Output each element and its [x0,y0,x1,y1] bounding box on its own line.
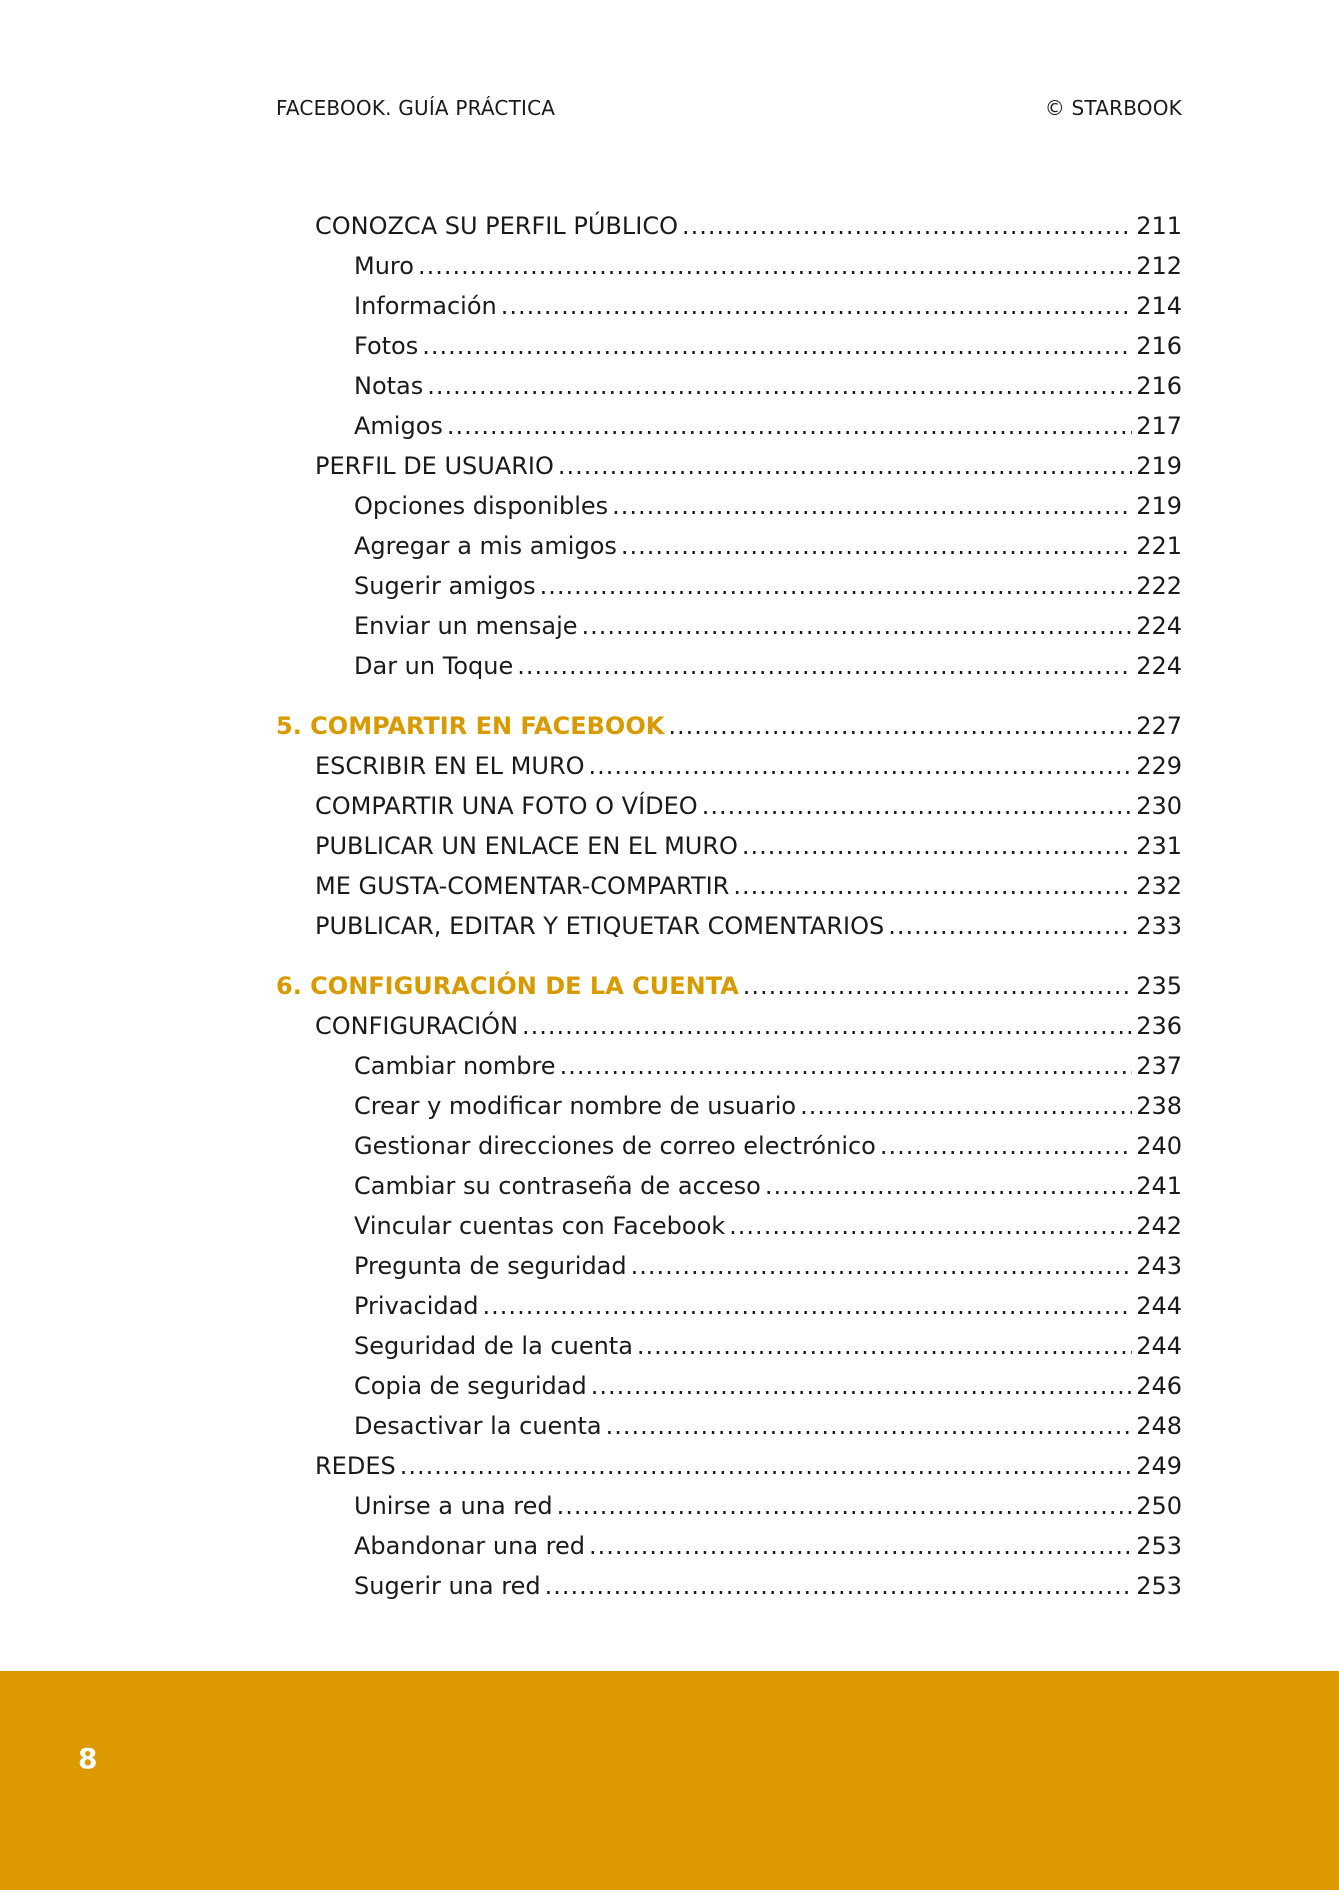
toc-entry-title: Dar un Toque [354,652,514,680]
toc-entry-title: Gestionar direcciones de correo electrónico [354,1132,876,1160]
toc-chapter [276,706,1182,746]
toc-entry [276,526,1182,566]
dot-leader [702,786,1133,826]
publisher: © STARBOOK [1044,96,1182,120]
dot-leader [742,826,1132,866]
toc-entry [276,1326,1182,1366]
dot-leader [582,606,1133,646]
toc-entry-page: 219 [1136,492,1182,520]
toc-entry-title: Desactivar la cuenta [354,1412,602,1440]
toc-entry-page: 244 [1136,1332,1182,1360]
dot-leader [765,1166,1132,1206]
dot-leader [880,1126,1132,1166]
toc-entry [276,1406,1182,1446]
toc-entry-title: Copia de seguridad [354,1372,587,1400]
toc-entry [276,1206,1182,1246]
toc-entry-title: Seguridad de la cuenta [354,1332,633,1360]
toc-entry-title: CONOZCA SU PERFIL PÚBLICO [315,212,678,240]
dot-leader [729,1206,1132,1246]
toc-entry-title: Crear y modificar nombre de usuario [354,1092,797,1120]
dot-leader [888,906,1132,946]
toc-entry-title: Sugerir amigos [354,572,536,600]
toc-entry [276,1486,1182,1526]
dot-leader [557,1486,1133,1526]
toc-entry-page: 250 [1136,1492,1182,1520]
dot-leader [612,486,1132,526]
toc-entry-title: PERFIL DE USUARIO [315,452,554,480]
toc-entry [276,1566,1182,1606]
toc-entry-page: 237 [1136,1052,1182,1080]
toc-entry-title: Pregunta de seguridad [354,1252,627,1280]
toc-entry-page: 230 [1136,792,1182,820]
toc-entry-page: 227 [1136,712,1182,740]
dot-leader [400,1446,1132,1486]
toc-entry [276,746,1182,786]
toc-entry-page: 241 [1136,1172,1182,1200]
dot-leader [545,1566,1133,1606]
toc-entry [276,1006,1182,1046]
toc-entry-page: 214 [1136,292,1182,320]
toc-entry [276,1046,1182,1086]
toc-entry [276,486,1182,526]
toc-entry-page: 238 [1136,1092,1182,1120]
toc-entry-title: Enviar un mensaje [354,612,578,640]
book-title: FACEBOOK. GUÍA PRÁCTICA [276,96,556,120]
toc-entry-title: Opciones disponibles [354,492,609,520]
dot-leader [631,1246,1133,1286]
toc-entry [276,786,1182,826]
dot-leader [447,406,1132,446]
dot-leader [589,1526,1132,1566]
dot-leader [591,1366,1132,1406]
toc-entry-page: 244 [1136,1292,1182,1320]
dot-leader [501,286,1132,326]
toc-entry [276,1086,1182,1126]
toc-entry-page: 216 [1136,332,1182,360]
dot-leader [560,1046,1133,1086]
toc-entry [276,1446,1182,1486]
dot-leader [427,366,1132,406]
toc-entry-page: 253 [1136,1572,1182,1600]
toc-entry-page: 222 [1136,572,1182,600]
table-of-contents [276,206,1182,1606]
toc-entry-page: 216 [1136,372,1182,400]
dot-leader [743,966,1132,1006]
toc-entry-title: Abandonar una red [354,1532,585,1560]
toc-entry-title: Información [354,292,497,320]
dot-leader [733,866,1132,906]
toc-entry [276,646,1182,686]
toc-entry-title: Privacidad [354,1292,479,1320]
toc-entry-title: Unirse a una red [354,1492,553,1520]
toc-entry-title: Fotos [354,332,419,360]
toc-entry [276,1166,1182,1206]
toc-entry-title: CONFIGURACIÓN [315,1012,519,1040]
toc-entry-title: 5. COMPARTIR EN FACEBOOK [276,712,665,740]
dot-leader [621,526,1132,566]
dot-leader [517,646,1132,686]
dot-leader [589,746,1133,786]
toc-entry-page: 221 [1136,532,1182,560]
toc-entry-page: 249 [1136,1452,1182,1480]
toc-entry-title: PUBLICAR, EDITAR Y ETIQUETAR COMENTARIOS [315,912,885,940]
toc-entry [276,326,1182,366]
dot-leader [682,206,1132,246]
dot-leader [540,566,1133,606]
toc-entry-title: Notas [354,372,424,400]
running-header [276,96,1182,120]
toc-entry-title: REDES [315,1452,396,1480]
toc-entry-title: Amigos [354,412,443,440]
toc-entry-title: PUBLICAR UN ENLACE EN EL MURO [315,832,738,860]
dot-leader [668,706,1132,746]
toc-entry-page: 242 [1136,1212,1182,1240]
page-number: 8 [78,1742,98,1775]
toc-entry-title: Cambiar nombre [354,1052,556,1080]
toc-entry-page: 224 [1136,612,1182,640]
dot-leader [522,1006,1132,1046]
toc-chapter [276,966,1182,1006]
toc-entry-page: 248 [1136,1412,1182,1440]
toc-entry-page: 219 [1136,452,1182,480]
toc-entry-page: 211 [1136,212,1182,240]
toc-entry-title: ESCRIBIR EN EL MURO [315,752,585,780]
toc-entry-page: 243 [1136,1252,1182,1280]
toc-entry-title: Muro [354,252,414,280]
toc-entry [276,406,1182,446]
toc-entry-page: 217 [1136,412,1182,440]
toc-entry-page: 231 [1136,832,1182,860]
toc-entry-title: ME GUSTA-COMENTAR-COMPARTIR [315,872,730,900]
dot-leader [606,1406,1133,1446]
dot-leader [800,1086,1132,1126]
toc-entry-title: Agregar a mis amigos [354,532,617,560]
toc-entry [276,1366,1182,1406]
toc-entry-page: 224 [1136,652,1182,680]
toc-entry [276,246,1182,286]
toc-entry-page: 240 [1136,1132,1182,1160]
toc-entry [276,366,1182,406]
toc-entry-page: 232 [1136,872,1182,900]
toc-entry [276,1526,1182,1566]
toc-entry [276,446,1182,486]
toc-entry-title: Cambiar su contraseña de acceso [354,1172,761,1200]
toc-entry-page: 229 [1136,752,1182,780]
toc-entry-page: 236 [1136,1012,1182,1040]
toc-entry [276,1246,1182,1286]
toc-entry [276,606,1182,646]
toc-entry [276,286,1182,326]
toc-entry [276,826,1182,866]
dot-leader [418,246,1132,286]
toc-entry-title: Sugerir una red [354,1572,541,1600]
toc-entry [276,206,1182,246]
toc-entry-page: 246 [1136,1372,1182,1400]
toc-entry-title: 6. CONFIGURACIÓN DE LA CUENTA [276,972,739,1000]
dot-leader [483,1286,1133,1326]
dot-leader [558,446,1132,486]
toc-entry-page: 253 [1136,1532,1182,1560]
dot-leader [637,1326,1132,1366]
toc-entry [276,1286,1182,1326]
toc-entry-title: Vincular cuentas con Facebook [354,1212,726,1240]
toc-entry-page: 233 [1136,912,1182,940]
toc-entry-title: COMPARTIR UNA FOTO O VÍDEO [315,792,698,820]
footer-band [0,1671,1339,1890]
toc-entry [276,866,1182,906]
toc-entry-page: 235 [1136,972,1182,1000]
dot-leader [422,326,1132,366]
toc-entry [276,566,1182,606]
toc-entry [276,906,1182,946]
toc-entry-page: 212 [1136,252,1182,280]
toc-entry [276,1126,1182,1166]
